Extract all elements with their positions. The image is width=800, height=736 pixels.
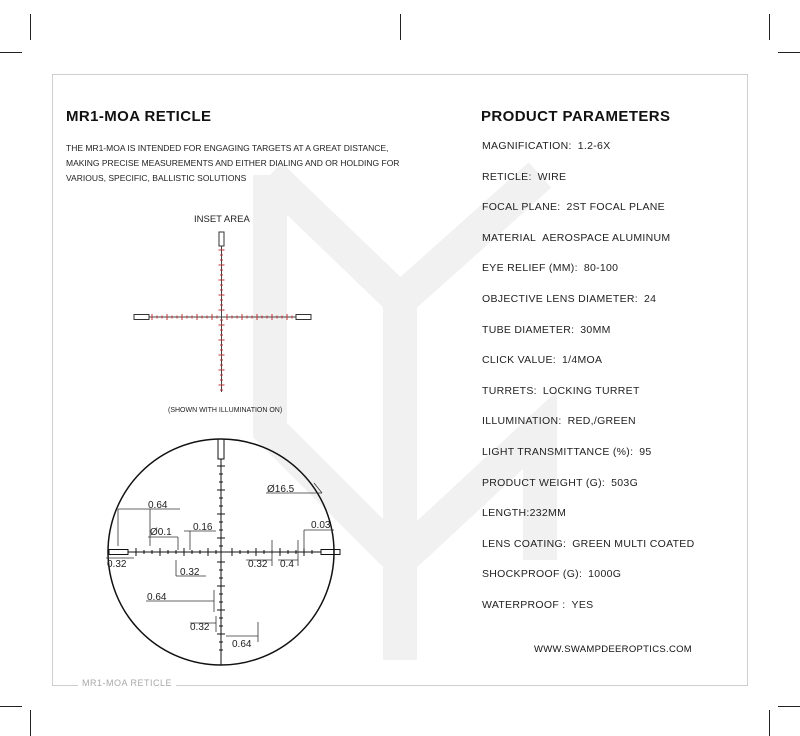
param-row: MAGNIFICATION: 1.2-6X [482, 140, 611, 152]
param-row: FOCAL PLANE: 2ST FOCAL PLANE [482, 201, 665, 214]
dim-label: 0.16 [193, 522, 213, 533]
parameters-list [482, 140, 695, 630]
param-row: ILLUMINATION: RED,/GREEN [482, 415, 636, 428]
website-link[interactable]: WWW.SWAMPDEEROPTICS.COM [534, 644, 693, 655]
dim-label: 0.4 [280, 559, 294, 570]
param-row: WATERPROOF : YES [482, 598, 594, 611]
dim-label: 0.03 [311, 520, 331, 531]
inset-area-label: INSET AREA [194, 214, 250, 225]
dim-label: 0.32 [190, 622, 210, 633]
dim-label: 0.64 [148, 500, 168, 511]
param-row: LIGHT TRANSMITTANCE (%): 95 [482, 445, 652, 458]
dim-label: 0.32 [180, 567, 200, 578]
dim-outer-diameter: Ø16.5 [267, 484, 295, 495]
param-row: OBJECTIVE LENS DIAMETER: 24 [482, 292, 657, 305]
dim-label: Ø0.1 [150, 527, 172, 538]
dim-label: 0.64 [147, 592, 167, 603]
param-row: EYE RELIEF (MM): 80-100 [482, 262, 619, 275]
reticle-description: THE MR1-MOA IS INTENDED FOR ENGAGING TARGETS AT A GREAT DISTANCE, MAKING PRECISE MEASUREMENTS AND EITHER DIALING AND OR HOLDING FOR VARIOUS, SPECIFIC, BALLISTIC SOLUTIONS [66, 143, 400, 183]
param-row: LENS COATING: GREEN MULTI COATED [482, 537, 695, 550]
dim-label: 0.32 [248, 559, 268, 570]
param-row: TURRETS: LOCKING TURRET [482, 384, 640, 397]
param-row: MATERIAL AEROSPACE ALUMINUM [482, 231, 671, 244]
dim-label: 0.64 [232, 639, 252, 650]
param-row: LENGTH:232MM [482, 507, 567, 520]
param-row: SHOCKPROOF (G): 1000G [482, 568, 622, 581]
footer-label: MR1-MOA RETICLE [78, 678, 176, 688]
param-row: RETICLE: WIRE [482, 170, 567, 183]
parameters-title: PRODUCT PARAMETERS [481, 108, 671, 125]
illumination-note: (SHOWN WITH ILLUMINATION ON) [168, 407, 283, 414]
param-row: PRODUCT WEIGHT (G): 503G [482, 476, 639, 489]
dim-label: 0.32 [107, 559, 127, 570]
param-row: TUBE DIAMETER: 30MM [482, 323, 611, 336]
reticle-title: MR1-MOA RETICLE [66, 108, 212, 125]
param-row: CLICK VALUE: 1/4MOA [482, 354, 603, 367]
